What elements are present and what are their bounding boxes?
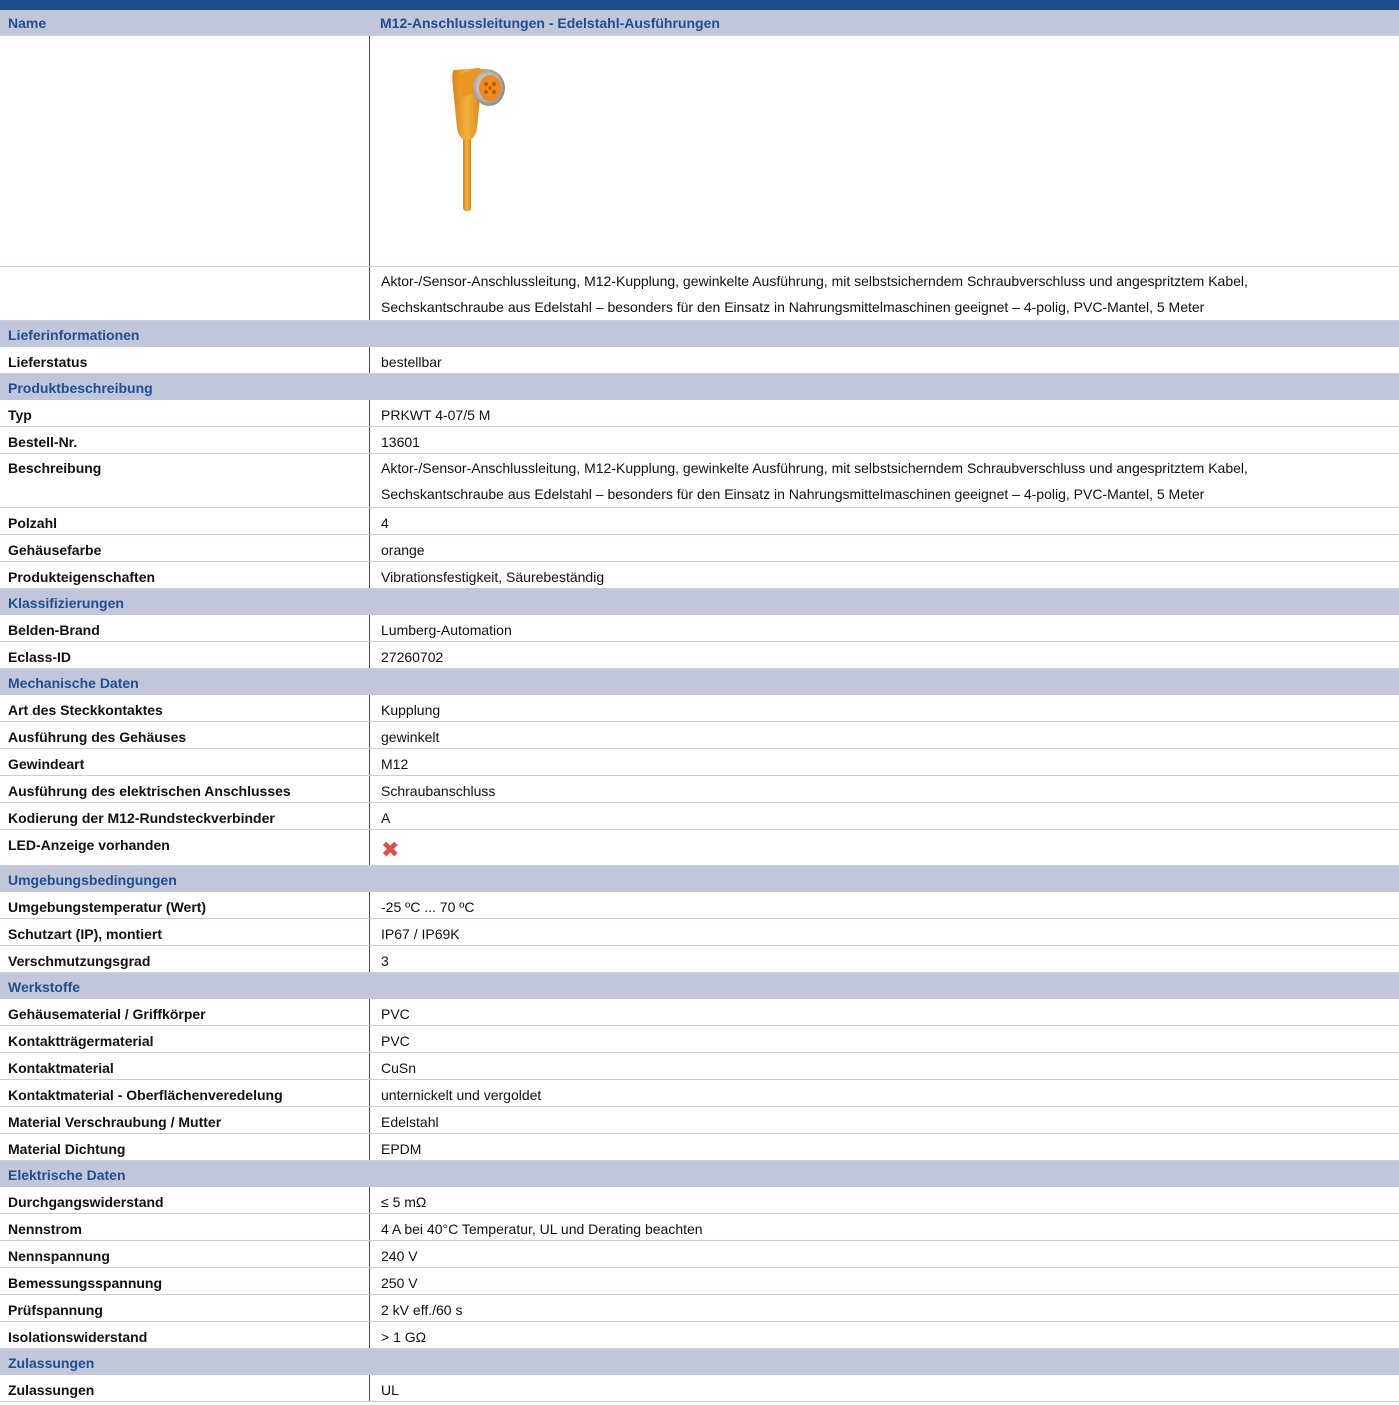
table-row bbox=[0, 562, 1399, 589]
table-row bbox=[0, 776, 1399, 803]
row-value: 4 bbox=[369, 508, 1399, 534]
row-value: Schraubanschluss bbox=[369, 776, 1399, 802]
row-label: Belden-Brand bbox=[8, 621, 100, 638]
section-title: Klassifizierungen bbox=[8, 595, 124, 611]
row-value: Kupplung bbox=[369, 695, 1399, 721]
row-label: Bestell-Nr. bbox=[8, 433, 78, 450]
table-row bbox=[0, 1322, 1399, 1349]
row-value: EPDM bbox=[369, 1134, 1399, 1160]
row-label: Kontaktmaterial - Oberflächenveredelung bbox=[8, 1086, 283, 1103]
table-row bbox=[0, 615, 1399, 642]
row-label: Durchgangswiderstand bbox=[8, 1193, 164, 1210]
row-label: Kontaktträgermaterial bbox=[8, 1032, 154, 1049]
row-value: UL bbox=[369, 1375, 1399, 1401]
row-label: Material Dichtung bbox=[8, 1140, 126, 1157]
table-row bbox=[0, 1053, 1399, 1080]
section-header bbox=[0, 669, 1399, 695]
row-value: -25 ºC ... 70 ºC bbox=[369, 892, 1399, 918]
table-row bbox=[0, 1107, 1399, 1134]
row-value: Edelstahl bbox=[369, 1107, 1399, 1133]
table-row bbox=[0, 1080, 1399, 1107]
table-row bbox=[0, 1268, 1399, 1295]
row-label: Art des Steckkontaktes bbox=[8, 701, 163, 718]
row-label: Material Verschraubung / Mutter bbox=[8, 1113, 222, 1130]
row-value: 2 kV eff./60 s bbox=[369, 1295, 1399, 1321]
table-row bbox=[0, 1134, 1399, 1161]
row-label: Ausführung des Gehäuses bbox=[8, 728, 187, 745]
row-label: Eclass-ID bbox=[8, 648, 72, 665]
row-label: Ausführung des elektrischen Anschlusses bbox=[8, 782, 291, 799]
row-value: 240 V bbox=[369, 1241, 1399, 1267]
table-row bbox=[0, 508, 1399, 535]
table-row bbox=[0, 1375, 1399, 1402]
row-label: Beschreibung bbox=[8, 460, 102, 476]
table-row bbox=[0, 946, 1399, 973]
summary-line-2: Sechskantschraube aus Edelstahl – besonders für den Einsatz in Nahrungsmittelmaschinen geeignet – 4-polig, PVC-Mantel, 5 Meter bbox=[381, 298, 1205, 315]
table-row bbox=[0, 400, 1399, 427]
table-row bbox=[0, 749, 1399, 776]
table-row bbox=[0, 642, 1399, 669]
table-header-row bbox=[0, 10, 1399, 36]
row-value: 13601 bbox=[369, 427, 1399, 453]
row-label: Isolationswiderstand bbox=[8, 1328, 148, 1345]
row-label: Produkteigenschaften bbox=[8, 568, 156, 585]
x-mark-icon: ✖ bbox=[381, 836, 400, 862]
row-value: unternickelt und vergoldet bbox=[369, 1080, 1399, 1106]
description-line-1: Aktor-/Sensor-Anschlussleitung, M12-Kupplung, gewinkelte Ausführung, mit selbstsicherndem Schraubverschluss und angespritztem Kabel, bbox=[381, 459, 1248, 476]
row-value: Lumberg-Automation bbox=[369, 615, 1399, 641]
table-row bbox=[0, 427, 1399, 454]
product-name: M12-Anschlussleitungen - Edelstahl-Ausführungen bbox=[380, 15, 720, 31]
table-row bbox=[0, 919, 1399, 946]
section-header bbox=[0, 321, 1399, 347]
table-row bbox=[0, 830, 1399, 866]
row-label: Umgebungstemperatur (Wert) bbox=[8, 898, 207, 915]
name-label: Name bbox=[8, 15, 47, 31]
row-label: Nennstrom bbox=[8, 1220, 82, 1237]
row-value: > 1 GΩ bbox=[369, 1322, 1399, 1348]
row-value: 4 A bei 40°C Temperatur, UL und Derating beachten bbox=[369, 1214, 1399, 1240]
product-image bbox=[441, 48, 551, 213]
section-header bbox=[0, 1349, 1399, 1375]
product-summary-row bbox=[0, 267, 1399, 321]
section-title: Produktbeschreibung bbox=[8, 380, 153, 396]
summary-line-1: Aktor-/Sensor-Anschlussleitung, M12-Kupplung, gewinkelte Ausführung, mit selbstsicherndem Schraubverschluss und angespritztem Kabel, bbox=[381, 272, 1248, 289]
row-value: PVC bbox=[369, 999, 1399, 1025]
section-title: Elektrische Daten bbox=[8, 1167, 126, 1183]
row-label: Typ bbox=[8, 406, 32, 423]
table-row bbox=[0, 1187, 1399, 1214]
row-label: Verschmutzungsgrad bbox=[8, 952, 151, 969]
row-value: orange bbox=[369, 535, 1399, 561]
row-label: Gehäusematerial / Griffkörper bbox=[8, 1005, 206, 1022]
section-header bbox=[0, 973, 1399, 999]
table-row bbox=[0, 1241, 1399, 1268]
description-line-2: Sechskantschraube aus Edelstahl – besonders für den Einsatz in Nahrungsmittelmaschinen geeignet – 4-polig, PVC-Mantel, 5 Meter bbox=[381, 485, 1205, 502]
table-row bbox=[0, 1026, 1399, 1053]
row-label: Kodierung der M12-Rundsteckverbinder bbox=[8, 809, 275, 826]
section-header bbox=[0, 866, 1399, 892]
table-row bbox=[0, 892, 1399, 919]
row-value: 250 V bbox=[369, 1268, 1399, 1294]
row-label: Prüfspannung bbox=[8, 1301, 103, 1318]
row-value: 27260702 bbox=[369, 642, 1399, 668]
row-value: bestellbar bbox=[369, 347, 1399, 373]
row-label: Nennspannung bbox=[8, 1247, 110, 1264]
section-header bbox=[0, 1161, 1399, 1187]
table-row bbox=[0, 347, 1399, 374]
row-label: Polzahl bbox=[8, 514, 58, 531]
table-row bbox=[0, 803, 1399, 830]
row-value: 3 bbox=[369, 946, 1399, 972]
section-title: Werkstoffe bbox=[8, 979, 81, 995]
row-value: CuSn bbox=[369, 1053, 1399, 1079]
table-row bbox=[0, 535, 1399, 562]
section-header bbox=[0, 589, 1399, 615]
section-header bbox=[0, 374, 1399, 400]
row-value: ≤ 5 mΩ bbox=[369, 1187, 1399, 1213]
section-title: Mechanische Daten bbox=[8, 675, 139, 691]
row-label: Kontaktmaterial bbox=[8, 1059, 114, 1076]
row-label: Gehäusefarbe bbox=[8, 541, 102, 558]
section-title: Umgebungsbedingungen bbox=[8, 872, 177, 888]
row-label: LED-Anzeige vorhanden bbox=[8, 837, 170, 853]
row-value: M12 bbox=[369, 749, 1399, 775]
row-label: Bemessungsspannung bbox=[8, 1274, 163, 1291]
row-label: Lieferstatus bbox=[8, 353, 88, 370]
row-label: Schutzart (IP), montiert bbox=[8, 925, 163, 942]
table-row bbox=[0, 1214, 1399, 1241]
table-row bbox=[0, 695, 1399, 722]
table-row bbox=[0, 722, 1399, 749]
table-row bbox=[0, 999, 1399, 1026]
row-label: Gewindeart bbox=[8, 755, 85, 772]
row-value: gewinkelt bbox=[369, 722, 1399, 748]
row-value: PRKWT 4-07/5 M bbox=[369, 400, 1399, 426]
row-value: PVC bbox=[369, 1026, 1399, 1052]
row-value: Vibrationsfestigkeit, Säurebeständig bbox=[369, 562, 1399, 588]
section-title: Lieferinformationen bbox=[8, 327, 140, 343]
product-image-row bbox=[0, 36, 1399, 267]
table-row bbox=[0, 1295, 1399, 1322]
row-label: Zulassungen bbox=[8, 1381, 95, 1398]
section-title: Zulassungen bbox=[8, 1355, 95, 1371]
row-value: IP67 / IP69K bbox=[369, 919, 1399, 945]
table-row bbox=[0, 454, 1399, 508]
top-bar bbox=[0, 0, 1399, 10]
row-value: A bbox=[369, 803, 1399, 829]
